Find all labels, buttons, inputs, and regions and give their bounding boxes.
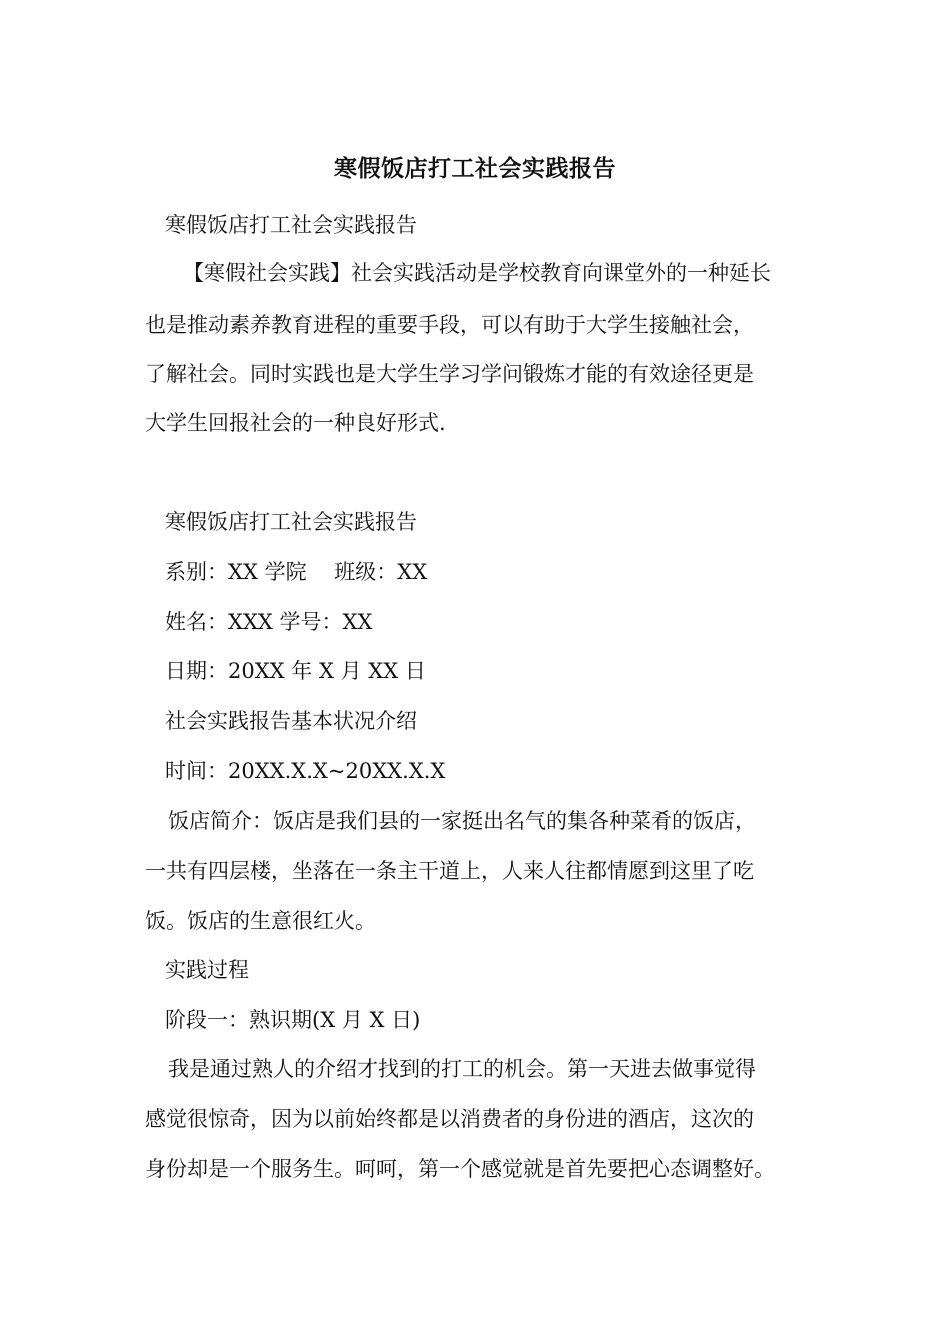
paragraph-line: 【寒假社会实践】社会实践活动是学校教育向课堂外的一种延长 [183, 261, 771, 285]
paragraph-line: 身份却是一个服务生。呵呵，第一个感觉就是首先要把心态调整好。 [145, 1157, 775, 1181]
report-heading: 寒假饭店打工社会实践报告 [165, 510, 417, 534]
date-line: 日期：20XX 年 X 月 XX 日 [165, 659, 426, 683]
paragraph-line: 大学生回报社会的一种良好形式. [145, 411, 446, 435]
department-class-line: 系别：XX 学院 班级：XX [165, 560, 428, 584]
document-title: 寒假饭店打工社会实践报告 [334, 155, 616, 182]
paragraph-line: 饭店简介：饭店是我们县的一家挺出名气的集各种菜肴的饭店， [168, 809, 756, 833]
paragraph-line: 我是通过熟人的介绍才找到的打工的机会。第一天进去做事觉得 [168, 1057, 756, 1081]
name-id-line: 姓名：XXX 学号：XX [165, 610, 373, 634]
paragraph-line: 一共有四层楼，坐落在一条主干道上，人来人往都情愿到这里了吃 [145, 859, 754, 883]
paragraph-line: 感觉很惊奇，因为以前始终都是以消费者的身份进的酒店，这次的 [145, 1107, 754, 1131]
section-heading: 实践过程 [165, 958, 249, 982]
time-line: 时间：20XX.X.X~20XX.X.X [165, 759, 446, 783]
section-heading: 社会实践报告基本状况介绍 [165, 709, 417, 733]
paragraph-line: 也是推动素养教育进程的重要手段，可以有助于大学生接触社会， [145, 313, 754, 337]
stage-heading: 阶段一：熟识期(X 月 X 日) [165, 1008, 421, 1032]
paragraph-line: 了解社会。同时实践也是大学生学习学问锻炼才能的有效途径更是 [145, 362, 754, 386]
paragraph-line: 饭。饭店的生意很红火。 [145, 909, 376, 933]
subtitle-line: 寒假饭店打工社会实践报告 [165, 213, 417, 237]
